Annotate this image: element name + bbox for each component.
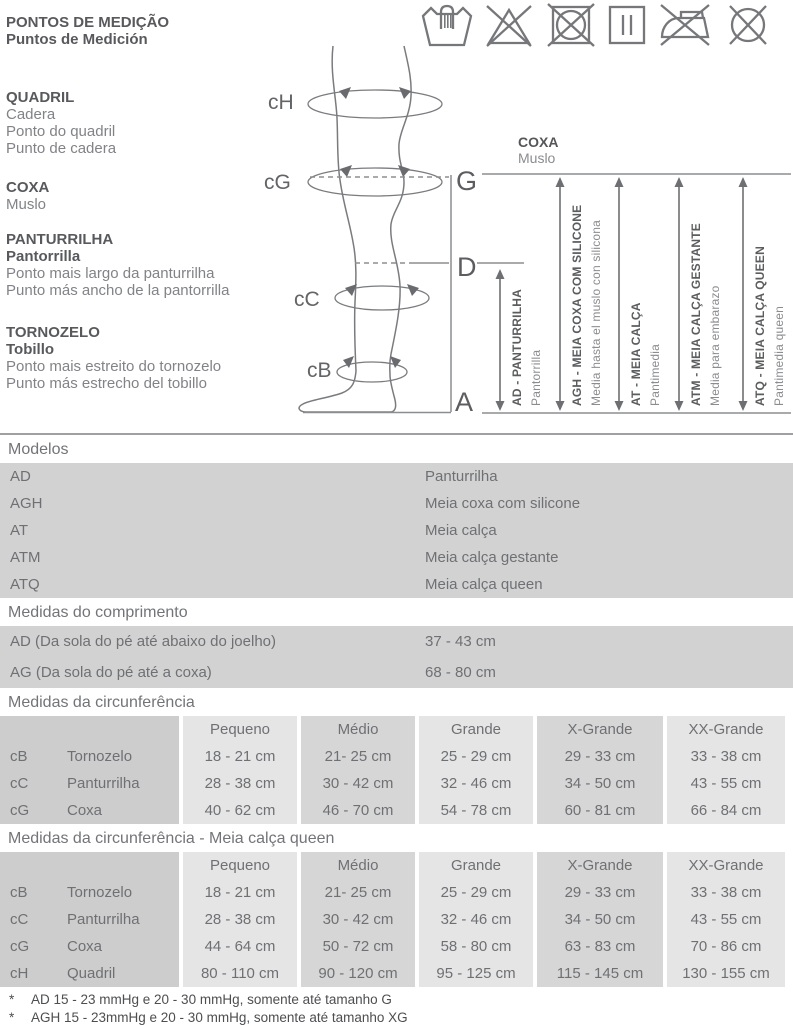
point-name: Tornozelo — [67, 884, 133, 901]
model-code: AD — [10, 468, 31, 485]
footnote-line — [0, 992, 793, 1007]
model-name: Panturrilha — [425, 468, 498, 485]
point-name-es: Muslo — [6, 196, 47, 213]
vertical-arrow — [613, 176, 625, 412]
table-cell: 34 - 50 cm — [537, 770, 663, 797]
garment-arrow-ad — [494, 268, 544, 412]
panel-title-pt: PONTOS DE MEDIÇÃO — [6, 14, 170, 31]
model-name: Meia calça — [425, 522, 497, 539]
size-header: Pequeno — [183, 716, 297, 743]
size-header: XX-Grande — [667, 716, 785, 743]
footnote-text: AGH 15 - 23mmHg e 20 - 30 mmHg, somente até tamanho XG — [31, 1010, 408, 1025]
table-cell: 43 - 55 cm — [667, 906, 785, 933]
length-value: 68 - 80 cm — [425, 664, 496, 681]
point-name: Coxa — [67, 802, 103, 819]
table-cell: 18 - 21 cm — [183, 879, 297, 906]
point-desc-pt: Ponto mais estreito do tornozelo — [6, 358, 222, 375]
table-cell: 63 - 83 cm — [537, 933, 663, 960]
row-label — [0, 960, 179, 987]
table-cell: 95 - 125 cm — [419, 960, 533, 987]
table-row — [0, 517, 793, 544]
size-header: XX-Grande — [667, 852, 785, 879]
model-code: ATQ — [10, 576, 40, 593]
model-name: Meia calça queen — [425, 576, 543, 593]
garment-arrow-atm — [673, 176, 723, 412]
point-code: cB — [10, 748, 28, 765]
table-cell: 90 - 120 cm — [301, 960, 415, 987]
point-name: Quadril — [67, 965, 116, 982]
table-cell: 29 - 33 cm — [537, 879, 663, 906]
table-cell: 28 - 38 cm — [183, 906, 297, 933]
size-header: Grande — [419, 716, 533, 743]
table-cell-empty — [0, 852, 179, 879]
point-name: Panturrilha — [67, 775, 140, 792]
table-cell: 18 - 21 cm — [183, 743, 297, 770]
garment-sublabel: Pantimedia — [648, 343, 662, 406]
queen-title: Medidas da circunferência - Meia calça queen — [8, 830, 335, 847]
leg-outline — [299, 46, 411, 412]
diagram-labels — [264, 91, 477, 417]
row-label — [0, 743, 179, 770]
level-g-label: G — [456, 166, 478, 196]
table-cell: 29 - 33 cm — [537, 743, 663, 770]
thigh-level-header-es: Muslo — [518, 150, 556, 166]
circumference-title: Medidas da circunferência — [8, 694, 195, 711]
point-name-es: Cadera — [6, 106, 56, 123]
model-code: AT — [10, 522, 29, 539]
queen-circumference-table — [0, 852, 793, 987]
length-value: 37 - 43 cm — [425, 633, 496, 650]
row-label — [0, 797, 179, 824]
table-cell: 44 - 64 cm — [183, 933, 297, 960]
point-name-pt: TORNOZELO — [6, 324, 100, 341]
garment-sublabel: Pantorrilla — [529, 349, 543, 406]
point-name-pt: COXA — [6, 179, 50, 196]
model-name: Meia calça gestante — [425, 549, 559, 566]
table-cell: 34 - 50 cm — [537, 906, 663, 933]
garment-label: ATM - MEIA CALÇA GESTANTE — [689, 223, 703, 406]
point-desc-es: Punto más estrecho del tobillo — [6, 375, 207, 392]
table-cell: 25 - 29 cm — [419, 879, 533, 906]
length-table — [0, 626, 793, 688]
table-row — [0, 657, 793, 688]
row-label — [0, 906, 179, 933]
table-cell: 70 - 86 cm — [667, 933, 785, 960]
table-cell: 50 - 72 cm — [301, 933, 415, 960]
circumference-table — [0, 716, 793, 824]
point-desc-pt: Ponto mais largo da panturrilha — [6, 265, 215, 282]
point-name-es: Pantorrilla — [6, 248, 81, 265]
garment-label: AD - PANTURRILHA — [510, 289, 524, 406]
table-row — [0, 490, 793, 517]
table-cell: 43 - 55 cm — [667, 770, 785, 797]
garment-label: ATQ - MEIA CALÇA QUEEN — [753, 246, 767, 406]
garment-sublabel: Pantimedia queen — [772, 306, 786, 406]
point-desc-es: Punto de cadera — [6, 140, 117, 157]
table-cell: 32 - 46 cm — [419, 770, 533, 797]
point-name: Panturrilha — [67, 911, 140, 928]
vertical-arrow — [494, 268, 506, 412]
table-cell: 46 - 70 cm — [301, 797, 415, 824]
calf-circ-label: cC — [294, 288, 320, 311]
table-cell: 80 - 110 cm — [183, 960, 297, 987]
thigh-level-header-pt: COXA — [518, 134, 559, 150]
footnotes — [0, 992, 793, 1025]
models-title: Modelos — [8, 441, 69, 458]
row-label — [0, 879, 179, 906]
garment-sublabel: Media para embarazo — [708, 285, 722, 406]
point-name: Coxa — [67, 938, 103, 955]
point-code: cG — [10, 938, 30, 955]
table-cell: 32 - 46 cm — [419, 906, 533, 933]
panel-title-es: Puntos de Medición — [6, 31, 148, 48]
vertical-arrow — [673, 176, 685, 412]
garment-label: AT - MEIA CALÇA — [629, 302, 643, 406]
garment-arrow-atq — [737, 176, 787, 412]
table-cell: 28 - 38 cm — [183, 770, 297, 797]
point-desc-pt: Ponto do quadril — [6, 123, 116, 140]
model-name: Meia coxa com silicone — [425, 495, 581, 512]
point-code: cH — [10, 965, 29, 982]
row-label — [0, 933, 179, 960]
size-header: X-Grande — [537, 716, 663, 743]
table-cell: 30 - 42 cm — [301, 906, 415, 933]
length-label: AG (Da sola do pé até a coxa) — [10, 664, 212, 681]
size-header: X-Grande — [537, 852, 663, 879]
length-title: Medidas do comprimento — [8, 604, 188, 621]
ellipse-arrowheads — [339, 87, 419, 368]
table-cell: 33 - 38 cm — [667, 879, 785, 906]
point-name-pt: PANTURRILHA — [6, 231, 114, 248]
footnote-marker: * — [9, 1010, 15, 1025]
table-cell-empty — [0, 716, 179, 743]
point-code: cG — [10, 802, 30, 819]
level-d-label: D — [457, 252, 477, 282]
footnote-text: AD 15 - 23 mmHg e 20 - 30 mmHg, somente até tamanho G — [31, 992, 392, 1007]
length-label: AD (Da sola do pé até abaixo do joelho) — [10, 633, 277, 650]
table-cell: 66 - 84 cm — [667, 797, 785, 824]
point-name: Tornozelo — [67, 748, 133, 765]
table-cell: 21- 25 cm — [301, 743, 415, 770]
vertical-arrow — [737, 176, 749, 412]
thigh-circ-label: cG — [264, 171, 291, 194]
ankle-circ-label: cB — [307, 359, 332, 382]
models-table — [0, 463, 793, 598]
thigh-level-header — [518, 134, 558, 166]
table-row — [0, 571, 793, 598]
point-code: cC — [10, 775, 29, 792]
point-desc-es: Punto más ancho de la pantorrilla — [6, 282, 230, 299]
table-cell: 30 - 42 cm — [301, 770, 415, 797]
table-cell: 130 - 155 cm — [667, 960, 785, 987]
garment-sublabel: Media hasta el muslo con silicona — [589, 219, 603, 406]
footnote-marker: * — [9, 992, 15, 1007]
footnote-line — [0, 1010, 793, 1025]
level-a-label: A — [455, 387, 474, 417]
size-header: Grande — [419, 852, 533, 879]
table-cell: 58 - 80 cm — [419, 933, 533, 960]
table-row — [0, 463, 793, 490]
table-cell: 115 - 145 cm — [537, 960, 663, 987]
point-name-es: Tobillo — [6, 341, 55, 358]
table-cell: 54 - 78 cm — [419, 797, 533, 824]
tables-section — [0, 433, 793, 1025]
hip-circ-label: cH — [268, 91, 294, 114]
point-code: cB — [10, 884, 28, 901]
table-cell: 40 - 62 cm — [183, 797, 297, 824]
table-cell: 21- 25 cm — [301, 879, 415, 906]
vertical-arrow — [554, 176, 566, 412]
table-row — [0, 626, 793, 657]
size-header: Médio — [301, 716, 415, 743]
garment-arrow-agh — [554, 176, 604, 412]
table-row — [0, 544, 793, 571]
table-cell: 25 - 29 cm — [419, 743, 533, 770]
size-header: Pequeno — [183, 852, 297, 879]
table-cell: 33 - 38 cm — [667, 743, 785, 770]
size-header: Médio — [301, 852, 415, 879]
model-code: AGH — [10, 495, 43, 512]
point-name-pt: QUADRIL — [6, 89, 75, 106]
model-code: ATM — [10, 549, 41, 566]
point-code: cC — [10, 911, 29, 928]
table-cell: 60 - 81 cm — [537, 797, 663, 824]
row-label — [0, 770, 179, 797]
garment-arrow-at — [613, 176, 663, 412]
garment-label: AGH - MEIA COXA COM SILICONE — [570, 204, 584, 406]
circumference-ellipses — [308, 90, 442, 382]
